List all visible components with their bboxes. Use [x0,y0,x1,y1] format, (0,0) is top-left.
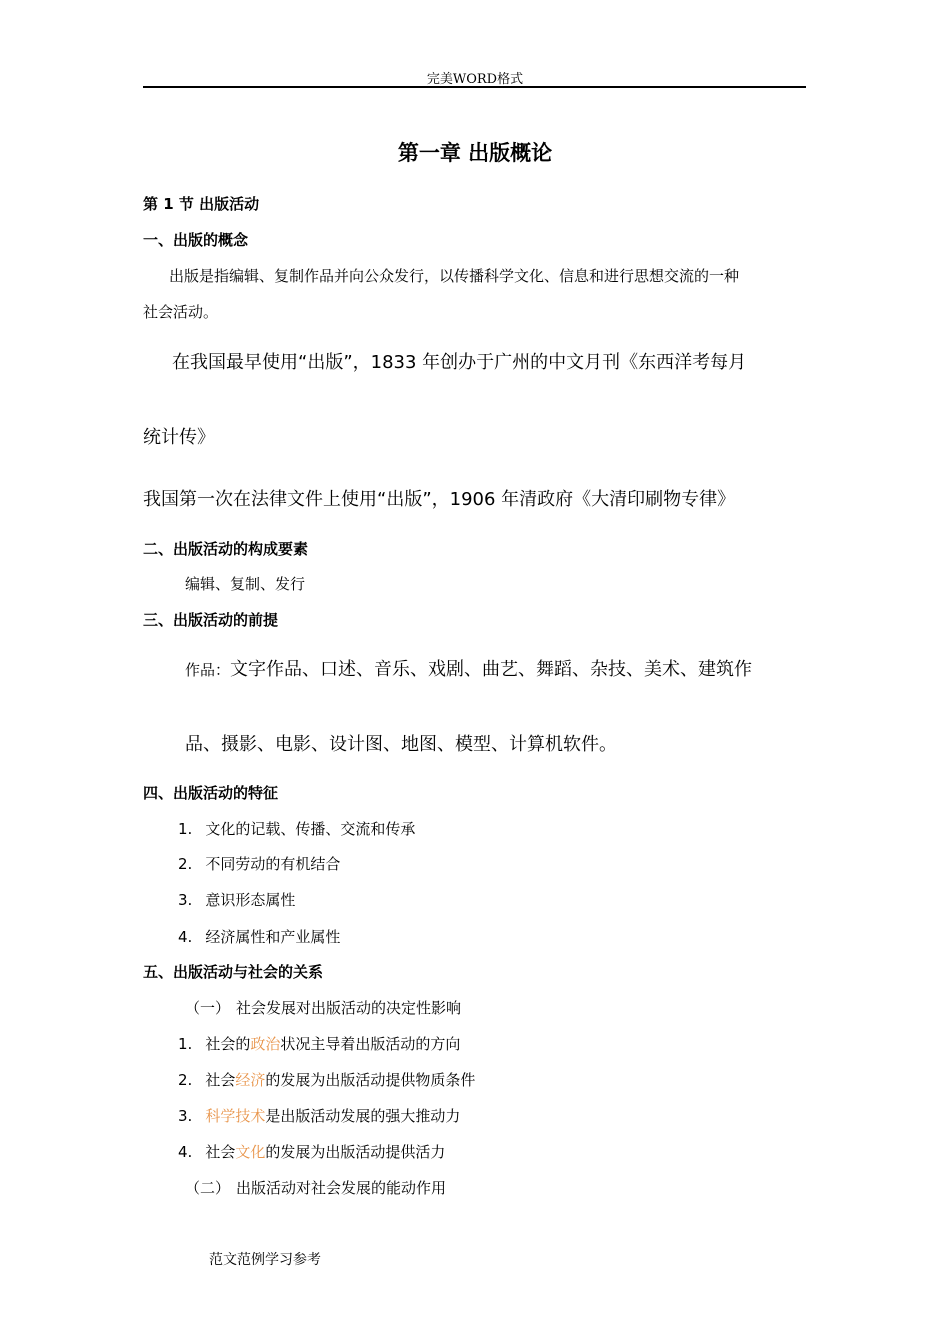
part2-heading: 二、出版活动的构成要素 [143,540,309,558]
list-item: 4. 社会文化的发展为出版活动提供活力 [178,1143,446,1161]
header-divider [143,86,806,88]
list-item: 3. 意识形态属性 [178,891,296,909]
list-item: 3. 科学技术是出版活动发展的强大推动力 [178,1107,461,1125]
section-heading: 第 1 节 出版活动 [143,195,260,213]
page-header: 完美WORD格式 [426,72,524,87]
works-label: 作品： [185,661,231,679]
list-item: 2. 社会经济的发展为出版活动提供物质条件 [178,1071,476,1089]
paragraph-line [185,655,752,681]
subsection-heading: （二） 出版活动对社会发展的能动作用 [185,1179,447,1197]
paragraph-line: 品、摄影、电影、设计图、地图、模型、计算机软件。 [185,734,617,755]
list-item: 1. 文化的记载、传播、交流和传承 [178,820,416,838]
part4-heading: 四、出版活动的特征 [143,784,279,802]
part3-heading: 三、出版活动的前提 [143,611,279,629]
paragraph-line: 在我国最早使用“出版”，1833 年创办于广州的中文月刊《东西洋考每月 [172,352,747,373]
part1-heading: 一、出版的概念 [143,231,249,249]
paragraph-line: 出版是指编辑、复制作品并向公众发行，以传播科学文化、信息和进行思想交流的一种 [169,267,740,285]
paragraph-line: 统计传》 [143,427,215,448]
paragraph-line: 编辑、复制、发行 [185,575,306,593]
list-item: 2. 不同劳动的有机结合 [178,855,341,873]
highlight-term: 政治 [250,1035,281,1053]
highlight-term: 科学技术 [205,1107,266,1125]
list-item: 1. 社会的政治状况主导着出版活动的方向 [178,1035,461,1053]
page-footer: 范文范例学习参考 [209,1252,321,1268]
part5-heading: 五、出版活动与社会的关系 [143,963,324,981]
subsection-heading: （一） 社会发展对出版活动的决定性影响 [185,999,462,1017]
works-text: 文字作品、口述、音乐、戏剧、曲艺、舞蹈、杂技、美术、建筑作 [230,659,753,680]
paragraph-line: 社会活动。 [143,303,219,321]
highlight-term: 文化 [235,1143,266,1161]
list-item: 4. 经济属性和产业属性 [178,928,341,946]
chapter-title: 第一章 出版概论 [397,141,553,165]
highlight-term: 经济 [235,1071,266,1089]
paragraph-line: 我国第一次在法律文件上使用“出版”，1906 年清政府《大清印刷物专律》 [143,489,736,510]
